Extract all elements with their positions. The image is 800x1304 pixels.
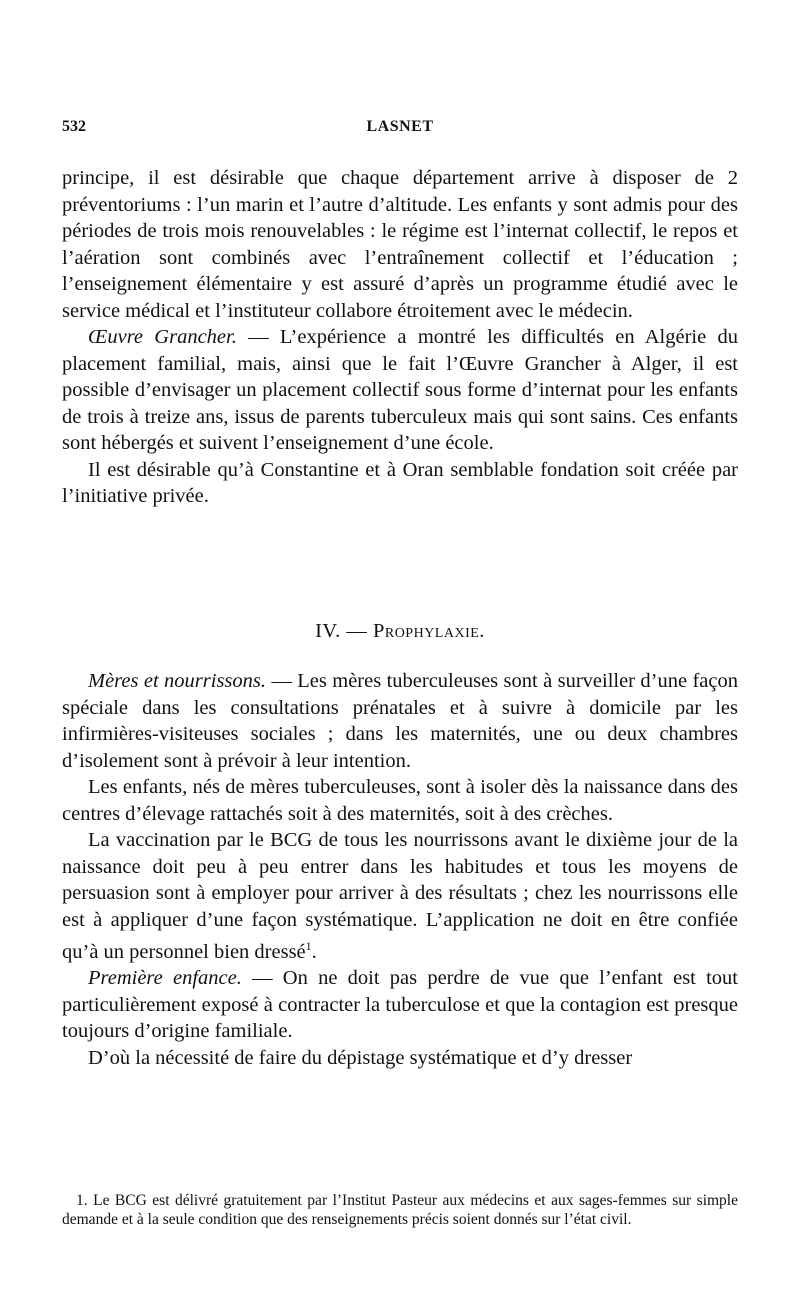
premiere-lead: Première enfance. bbox=[88, 967, 242, 990]
premiere-text: — On ne doit pas perdre de vue que l’enfant est tout particulièrement exposé à contracter la tuberculose et que la contagion est presque toujours d’origine familiale. bbox=[62, 967, 738, 1043]
paragraph-enfants: Les enfants, nés de mères tuberculeuses, sont à isoler dès la naissance dans des centres d’élevage rattachés soit à des maternités, soit à des crèches. bbox=[62, 776, 738, 825]
body-text-top bbox=[62, 165, 738, 510]
page-number: 532 bbox=[62, 118, 86, 135]
paragraph-meres bbox=[62, 668, 738, 774]
paragraph-premiere-enfance bbox=[62, 965, 738, 1045]
body-text-bottom bbox=[62, 668, 738, 1071]
oeuvre-lead: Œuvre Grancher. bbox=[88, 326, 237, 348]
footnote-text: Le BCG est délivré gratuitement par l’Institut Pasteur aux médecins et aux sages-femmes sur simple demande et à la seule condition que des renseignements précis soient donnés sur l’état civil. bbox=[62, 1192, 738, 1228]
section-title: Prophylaxie. bbox=[372, 620, 485, 642]
meres-lead: Mères et nourrissons. bbox=[88, 670, 266, 692]
footnote-paragraph bbox=[62, 1191, 738, 1229]
section-heading bbox=[62, 620, 738, 643]
section-number: IV. — bbox=[315, 620, 368, 642]
paragraph-vaccination bbox=[62, 827, 738, 965]
paragraph-depistage: D’où la nécessité de faire du dépistage systématique et d’y dresser bbox=[88, 1046, 633, 1069]
paragraph-preventoriums: principe, il est désirable que chaque département arrive à disposer de 2 préventoriums : l’un marin et l’autre d’altitude. Les enfants y sont admis pour des périodes de trois mois renouvelables : le régime est l’internat collectif, le repos et l’aération sont combinés avec l’entraînement collectif et l’éducation ; l’enseignement élémentaire y est assuré d’après un programme étudié avec le service médical et l’instituteur collabore étroitement avec le médecin. bbox=[62, 167, 738, 322]
paragraph-constantine: Il est désirable qu’à Constantine et à Oran semblable fondation soit créée par l’initiative privée. bbox=[62, 458, 738, 507]
footnote-ref: 1 bbox=[305, 939, 312, 953]
footnote-number: 1. bbox=[76, 1192, 88, 1209]
footnote bbox=[62, 1191, 738, 1229]
oeuvre-text: — L’expérience a montré les difficultés en Algérie du placement familial, mais, ainsi que le fait l’Œuvre Grancher à Alger, il est possible d’envisager un placement collectif sous forme d’internat pour les enfants de trois à treize ans, issus de parents tuberculeux mais qui sont sains. Ces enfants sont hébergés et suivent l’enseignement d’une école. bbox=[62, 326, 738, 454]
paragraph-oeuvre-grancher bbox=[62, 324, 738, 457]
vaccination-end: . bbox=[311, 940, 317, 963]
vaccination-text: La vaccination par le BCG de tous les nourrissons avant le dixième jour de la naissance doit peu à peu entrer dans les habitudes et tous les moyens de persuasion sont à employer pour arriver à des résultats ; chez les nourrissons elle est à appliquer d’une façon systématique. L’application ne doit en être confiée qu’à un personnel bien dressé bbox=[62, 829, 738, 963]
meres-text: — Les mères tuberculeuses sont à surveiller d’une façon spéciale dans les consultations prénatales et à suivre à domicile par les infirmières-visiteuses sociales ; dans les maternités, une ou deux chambres d’isolement sont à prévoir à leur intention. bbox=[62, 670, 738, 772]
page-header bbox=[62, 118, 738, 142]
running-head: LASNET bbox=[366, 118, 434, 135]
